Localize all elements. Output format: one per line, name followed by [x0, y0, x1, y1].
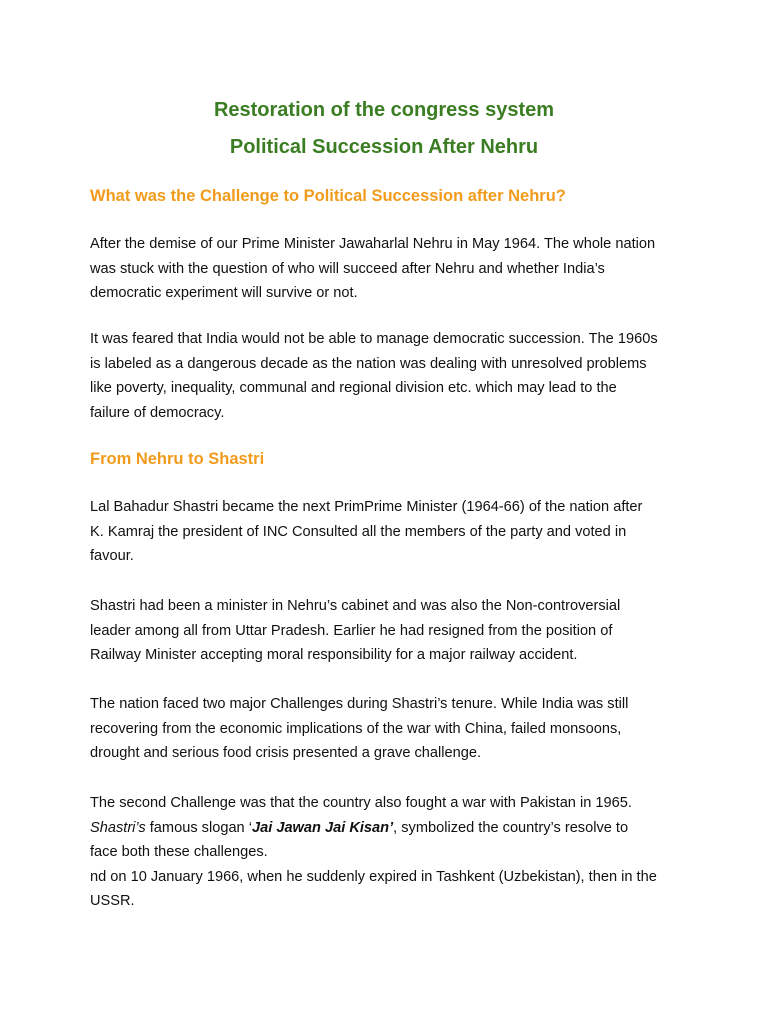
paragraph-succession	[90, 495, 690, 569]
paragraph-line: Lal Bahadur Shastri became the next PrimPrime Minister (1964-66) of the nation after	[90, 499, 643, 515]
paragraph-line: is labeled as a dangerous decade as the nation was dealing with unresolved problems	[90, 355, 647, 372]
paragraph-line: K. Kamraj the president of INC Consulted all the members of the party and voted in	[90, 523, 627, 540]
paragraph-line: face both these challenges.	[90, 844, 268, 861]
paragraph-line: Shastri had been a minister in Nehru’s cabinet and was also the Non-controversial	[90, 598, 621, 614]
section-heading-challenge: What was the Challenge to Political Succession after Nehru?	[90, 187, 566, 205]
paragraph-demise	[90, 232, 690, 306]
paragraph-line: USSR.	[90, 893, 135, 910]
paragraph-line: The second Challenge was that the country also fought a war with Pakistan in 1965.	[90, 795, 632, 811]
paragraph-fear	[90, 327, 690, 425]
paragraph-line: leader among all from Uttar Pradesh. Earlier he had resigned from the position of	[90, 622, 613, 639]
slogan-trail-text: , symbolized the country’s resolve to	[393, 819, 629, 836]
slogan-text: Jai Jawan Jai Kisan’	[251, 819, 394, 836]
paragraph-line: drought and serious food crisis presented a grave challenge.	[90, 745, 482, 762]
shastri-italic-text: Shastri’s	[90, 819, 146, 836]
paragraph-line: recovering from the economic implications of the war with China, failed monsoons,	[90, 720, 622, 737]
title-line-1: Restoration of the congress system	[213, 99, 555, 121]
section-heading-shastri: From Nehru to Shastri	[90, 450, 265, 468]
document-title	[90, 92, 678, 166]
slogan-lead-text: famous slogan ‘	[145, 819, 252, 836]
paragraph-cabinet	[90, 594, 690, 668]
paragraph-line-slogan	[90, 816, 690, 841]
paragraph-line: favour.	[90, 548, 134, 565]
paragraph-challenges	[90, 692, 690, 766]
paragraph-line: democratic experiment will survive or not.	[90, 285, 358, 302]
paragraph-line: like poverty, inequality, communal and regional division etc. which may lead to the	[90, 380, 617, 397]
paragraph-line: nd on 10 January 1966, when he suddenly expired in Tashkent (Uzbekistan), then in the	[90, 868, 657, 885]
paragraph-line: failure of democracy.	[90, 404, 225, 421]
title-line-2: Political Succession After Nehru	[229, 136, 539, 158]
paragraph-line: After the demise of our Prime Minister Jawaharlal Nehru in May 1964. The whole nation	[90, 236, 656, 252]
paragraph-war	[90, 791, 690, 914]
paragraph-line: Railway Minister accepting moral responsibility for a major railway accident.	[90, 647, 578, 664]
paragraph-line: was stuck with the question of who will succeed after Nehru and whether India’s	[90, 260, 605, 277]
paragraph-line: The nation faced two major Challenges during Shastri’s tenure. While India was still	[90, 696, 629, 712]
paragraph-line: It was feared that India would not be able to manage democratic succession. The 1960s	[90, 331, 658, 347]
